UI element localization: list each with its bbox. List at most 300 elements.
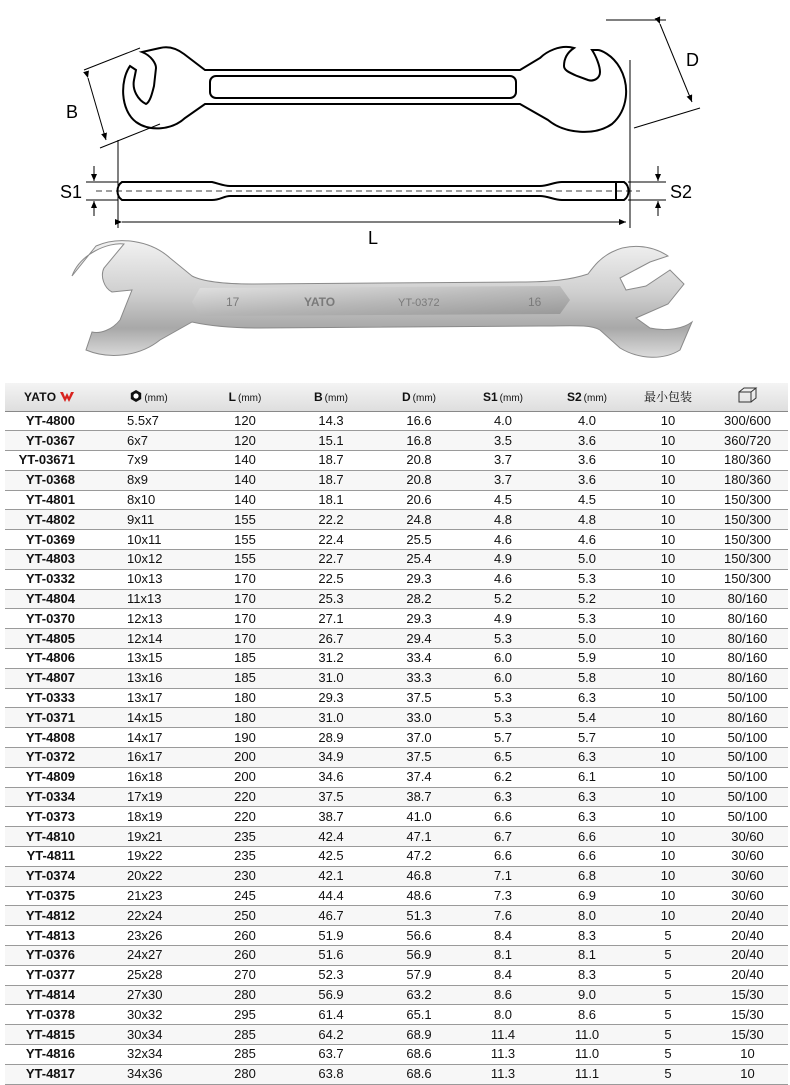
cell-size: 24x27 [93,946,205,966]
cell-pack: 10 [629,906,707,926]
cell-s2: 5.3 [545,569,629,589]
cell-l: 245 [205,886,285,906]
cell-d: 63.2 [377,985,461,1005]
cell-s2: 11.0 [545,1045,629,1065]
cell-size: 18x19 [93,807,205,827]
cell-l: 235 [205,847,285,867]
cell-s2: 5.4 [545,708,629,728]
cell-code: YT-4805 [5,629,93,649]
cell-b: 27.1 [285,609,377,629]
cell-code: YT-4813 [5,926,93,946]
cell-s1: 4.6 [461,530,545,550]
cell-d: 68.9 [377,1025,461,1045]
cell-size: 7x9 [93,451,205,471]
cell-l: 285 [205,1025,285,1045]
cell-size: 22x24 [93,906,205,926]
cell-carton: 15/30 [707,1025,788,1045]
cell-b: 56.9 [285,985,377,1005]
table-row [5,451,788,471]
table-row [5,589,788,609]
cell-pack: 10 [629,748,707,768]
cell-pack: 10 [629,688,707,708]
cell-code: YT-4806 [5,649,93,669]
cell-s2: 6.6 [545,847,629,867]
cell-size: 34x36 [93,1064,205,1084]
cell-s1: 7.6 [461,906,545,926]
cell-b: 37.5 [285,787,377,807]
cell-s1: 6.2 [461,767,545,787]
cell-carton: 150/300 [707,490,788,510]
cell-b: 22.5 [285,569,377,589]
cell-b: 31.0 [285,708,377,728]
cell-carton: 20/40 [707,926,788,946]
cell-pack: 5 [629,946,707,966]
cell-pack: 10 [629,451,707,471]
cell-b: 29.3 [285,688,377,708]
cell-s1: 6.7 [461,827,545,847]
cell-s1: 11.3 [461,1045,545,1065]
cell-pack: 10 [629,847,707,867]
cell-l: 185 [205,649,285,669]
cell-carton: 80/160 [707,649,788,669]
cell-d: 37.5 [377,688,461,708]
cell-code: YT-4803 [5,550,93,570]
cell-b: 18.7 [285,451,377,471]
header-l: L (mm) [205,383,285,411]
cell-s2: 6.9 [545,886,629,906]
stamp-brand: YATO [304,295,336,309]
cell-s2: 5.8 [545,668,629,688]
table-row [5,470,788,490]
cell-code: YT-0368 [5,470,93,490]
cell-l: 280 [205,985,285,1005]
cell-s1: 11.4 [461,1025,545,1045]
cell-d: 33.3 [377,668,461,688]
table-row [5,965,788,985]
cell-s2: 8.3 [545,965,629,985]
cell-d: 47.2 [377,847,461,867]
cell-d: 29.3 [377,569,461,589]
table-row [5,906,788,926]
cell-s1: 8.0 [461,1005,545,1025]
cell-s2: 3.6 [545,470,629,490]
cell-pack: 10 [629,470,707,490]
cell-pack: 5 [629,1045,707,1065]
cell-carton: 50/100 [707,728,788,748]
cell-l: 180 [205,708,285,728]
table-row [5,688,788,708]
cell-b: 51.6 [285,946,377,966]
cell-pack: 10 [629,609,707,629]
cell-size: 10x12 [93,550,205,570]
cell-carton: 30/60 [707,847,788,867]
cell-code: YT-4807 [5,668,93,688]
cell-carton: 180/360 [707,451,788,471]
cell-pack: 10 [629,728,707,748]
cell-s1: 4.9 [461,550,545,570]
cell-carton: 80/160 [707,668,788,688]
cell-carton: 30/60 [707,827,788,847]
cell-l: 180 [205,688,285,708]
cell-code: YT-0372 [5,748,93,768]
table-row [5,827,788,847]
cell-b: 26.7 [285,629,377,649]
cell-size: 10x13 [93,569,205,589]
cell-b: 42.4 [285,827,377,847]
wrench-product-photo [72,241,692,358]
header-b: B (mm) [285,383,377,411]
cell-l: 190 [205,728,285,748]
cell-d: 65.1 [377,1005,461,1025]
cell-carton: 50/100 [707,688,788,708]
cell-carton: 300/600 [707,411,788,431]
cell-pack: 10 [629,589,707,609]
cell-l: 220 [205,787,285,807]
cell-s2: 6.8 [545,866,629,886]
cell-pack: 10 [629,827,707,847]
cell-pack: 5 [629,1025,707,1045]
cell-s1: 6.0 [461,649,545,669]
cell-d: 16.6 [377,411,461,431]
cell-carton: 10 [707,1064,788,1084]
dim-label-d: D [686,50,699,70]
table-row [5,847,788,867]
cell-pack: 10 [629,767,707,787]
cell-code: YT-4809 [5,767,93,787]
cell-code: YT-4816 [5,1045,93,1065]
cell-pack: 5 [629,926,707,946]
cell-b: 22.2 [285,510,377,530]
cell-carton: 30/60 [707,886,788,906]
cell-d: 16.8 [377,431,461,451]
cell-code: YT-0376 [5,946,93,966]
cell-l: 155 [205,510,285,530]
cell-d: 68.6 [377,1045,461,1065]
cell-s1: 5.7 [461,728,545,748]
cell-s1: 3.5 [461,431,545,451]
cell-s2: 6.1 [545,767,629,787]
cell-carton: 50/100 [707,767,788,787]
cell-d: 37.0 [377,728,461,748]
cell-pack: 10 [629,530,707,550]
cell-carton: 150/300 [707,510,788,530]
cell-size: 9x11 [93,510,205,530]
table-row [5,609,788,629]
cell-pack: 10 [629,490,707,510]
stamp-code: YT-0372 [398,297,440,309]
cell-size: 19x21 [93,827,205,847]
cell-code: YT-0375 [5,886,93,906]
cell-carton: 80/160 [707,629,788,649]
cell-l: 170 [205,629,285,649]
cell-carton: 80/160 [707,609,788,629]
cell-s1: 5.2 [461,589,545,609]
cell-s2: 6.6 [545,827,629,847]
cell-size: 8x9 [93,470,205,490]
cell-l: 140 [205,490,285,510]
cell-pack: 10 [629,708,707,728]
cell-pack: 10 [629,807,707,827]
cell-s1: 7.3 [461,886,545,906]
cell-carton: 50/100 [707,748,788,768]
wrench-side-view [96,182,640,200]
table-row [5,767,788,787]
table-row [5,787,788,807]
cell-l: 155 [205,530,285,550]
spec-table-container [5,383,788,1085]
cell-d: 33.0 [377,708,461,728]
cell-l: 250 [205,906,285,926]
stamp-left-size: 17 [226,295,240,309]
cell-b: 61.4 [285,1005,377,1025]
table-row [5,629,788,649]
dim-label-l: L [368,228,379,248]
cell-d: 20.8 [377,451,461,471]
cell-s1: 6.6 [461,807,545,827]
cell-size: 32x34 [93,1045,205,1065]
cell-carton: 150/300 [707,569,788,589]
cell-d: 38.7 [377,787,461,807]
cell-l: 170 [205,589,285,609]
cell-s2: 8.1 [545,946,629,966]
cell-carton: 80/160 [707,589,788,609]
cell-carton: 30/60 [707,866,788,886]
table-row [5,985,788,1005]
table-row [5,748,788,768]
cell-carton: 15/30 [707,1005,788,1025]
cell-l: 220 [205,807,285,827]
cell-s1: 5.3 [461,688,545,708]
cell-d: 68.6 [377,1064,461,1084]
cell-s1: 6.3 [461,787,545,807]
cell-s1: 8.6 [461,985,545,1005]
table-row [5,926,788,946]
cell-d: 47.1 [377,827,461,847]
cell-pack: 10 [629,787,707,807]
cell-s2: 3.6 [545,431,629,451]
cell-s2: 8.6 [545,1005,629,1025]
cell-b: 18.7 [285,470,377,490]
cell-l: 200 [205,767,285,787]
cell-b: 63.8 [285,1064,377,1084]
table-row [5,530,788,550]
cell-size: 13x17 [93,688,205,708]
cell-d: 37.4 [377,767,461,787]
cell-pack: 10 [629,550,707,570]
cell-code: YT-0377 [5,965,93,985]
cell-size: 17x19 [93,787,205,807]
cell-s1: 8.1 [461,946,545,966]
header-s1: S1 (mm) [461,383,545,411]
cell-s1: 3.7 [461,451,545,471]
cell-s1: 4.0 [461,411,545,431]
header-d: D (mm) [377,383,461,411]
cell-s2: 5.9 [545,649,629,669]
dimension-s2 [628,166,666,216]
cell-code: YT-0367 [5,431,93,451]
carton-box-icon [738,387,758,403]
cell-l: 260 [205,946,285,966]
cell-pack: 10 [629,886,707,906]
cell-b: 64.2 [285,1025,377,1045]
cell-carton: 10 [707,1045,788,1065]
cell-code: YT-4815 [5,1025,93,1045]
table-row [5,866,788,886]
table-row [5,411,788,431]
cell-size: 30x32 [93,1005,205,1025]
cell-b: 63.7 [285,1045,377,1065]
cell-s1: 5.3 [461,629,545,649]
cell-b: 42.5 [285,847,377,867]
wrench-outline-top [123,47,626,132]
cell-size: 16x18 [93,767,205,787]
cell-s2: 4.6 [545,530,629,550]
cell-l: 270 [205,965,285,985]
header-brand [5,383,93,411]
cell-code: YT-4812 [5,906,93,926]
cell-s2: 5.3 [545,609,629,629]
cell-s2: 5.0 [545,629,629,649]
header-s2: S2 (mm) [545,383,629,411]
cell-s1: 7.1 [461,866,545,886]
table-row [5,1025,788,1045]
cell-size: 23x26 [93,926,205,946]
cell-d: 29.3 [377,609,461,629]
cell-pack: 5 [629,965,707,985]
cell-d: 25.5 [377,530,461,550]
cell-pack: 10 [629,510,707,530]
brand-text: YATO [24,389,57,404]
cell-d: 41.0 [377,807,461,827]
cell-code: YT-0378 [5,1005,93,1025]
dimension-d [606,20,700,128]
cell-size: 10x11 [93,530,205,550]
header-carton [707,383,788,411]
cell-size: 11x13 [93,589,205,609]
cell-s1: 4.9 [461,609,545,629]
cell-s2: 5.0 [545,550,629,570]
cell-carton: 150/300 [707,550,788,570]
cell-l: 140 [205,451,285,471]
cell-s1: 6.6 [461,847,545,867]
cell-code: YT-0334 [5,787,93,807]
cell-size: 19x22 [93,847,205,867]
cell-l: 120 [205,411,285,431]
cell-s2: 6.3 [545,688,629,708]
cell-code: YT-0333 [5,688,93,708]
cell-d: 20.8 [377,470,461,490]
cell-l: 260 [205,926,285,946]
cell-code: YT-0371 [5,708,93,728]
cell-size: 6x7 [93,431,205,451]
cell-carton: 50/100 [707,787,788,807]
cell-s2: 5.2 [545,589,629,609]
cell-s1: 5.3 [461,708,545,728]
table-row [5,946,788,966]
cell-d: 29.4 [377,629,461,649]
cell-b: 34.6 [285,767,377,787]
cell-carton: 80/160 [707,708,788,728]
cell-l: 280 [205,1064,285,1084]
cell-size: 12x14 [93,629,205,649]
cell-pack: 5 [629,985,707,1005]
cell-pack: 10 [629,866,707,886]
table-row [5,569,788,589]
cell-code: YT-4811 [5,847,93,867]
cell-size: 25x28 [93,965,205,985]
cell-d: 33.4 [377,649,461,669]
cell-s2: 9.0 [545,985,629,1005]
table-row [5,1005,788,1025]
cell-b: 44.4 [285,886,377,906]
cell-l: 200 [205,748,285,768]
cell-b: 34.9 [285,748,377,768]
cell-b: 22.4 [285,530,377,550]
cell-l: 285 [205,1045,285,1065]
cell-s2: 11.0 [545,1025,629,1045]
cell-s1: 8.4 [461,926,545,946]
cell-d: 51.3 [377,906,461,926]
cell-b: 18.1 [285,490,377,510]
cell-size: 13x15 [93,649,205,669]
table-row [5,668,788,688]
cell-l: 230 [205,866,285,886]
cell-s1: 6.5 [461,748,545,768]
table-row [5,728,788,748]
cell-b: 31.2 [285,649,377,669]
dimension-b [84,48,160,148]
cell-pack: 10 [629,569,707,589]
table-row [5,1045,788,1065]
cell-size: 20x22 [93,866,205,886]
cell-s2: 6.3 [545,807,629,827]
cell-b: 15.1 [285,431,377,451]
dim-label-s1: S1 [60,182,83,202]
wrench-technical-drawing [0,0,790,375]
dimension-l [118,60,630,228]
cell-code: YT-0370 [5,609,93,629]
cell-s1: 4.8 [461,510,545,530]
table-row [5,807,788,827]
cell-b: 38.7 [285,807,377,827]
cell-d: 48.6 [377,886,461,906]
cell-l: 120 [205,431,285,451]
cell-code: YT-4817 [5,1064,93,1084]
cell-b: 22.7 [285,550,377,570]
cell-s1: 4.6 [461,569,545,589]
cell-s1: 8.4 [461,965,545,985]
cell-s2: 6.3 [545,748,629,768]
cell-code: YT-4800 [5,411,93,431]
hex-nut-icon [130,390,142,402]
cell-d: 24.8 [377,510,461,530]
cell-s2: 8.3 [545,926,629,946]
cell-pack: 10 [629,629,707,649]
cell-d: 56.9 [377,946,461,966]
cell-pack: 10 [629,431,707,451]
cell-carton: 15/30 [707,985,788,1005]
cell-s2: 11.1 [545,1064,629,1084]
cell-size: 30x34 [93,1025,205,1045]
cell-s1: 4.5 [461,490,545,510]
table-row [5,490,788,510]
cell-size: 16x17 [93,748,205,768]
cell-size: 5.5x7 [93,411,205,431]
cell-b: 28.9 [285,728,377,748]
cell-size: 12x13 [93,609,205,629]
cell-b: 42.1 [285,866,377,886]
cell-l: 170 [205,609,285,629]
